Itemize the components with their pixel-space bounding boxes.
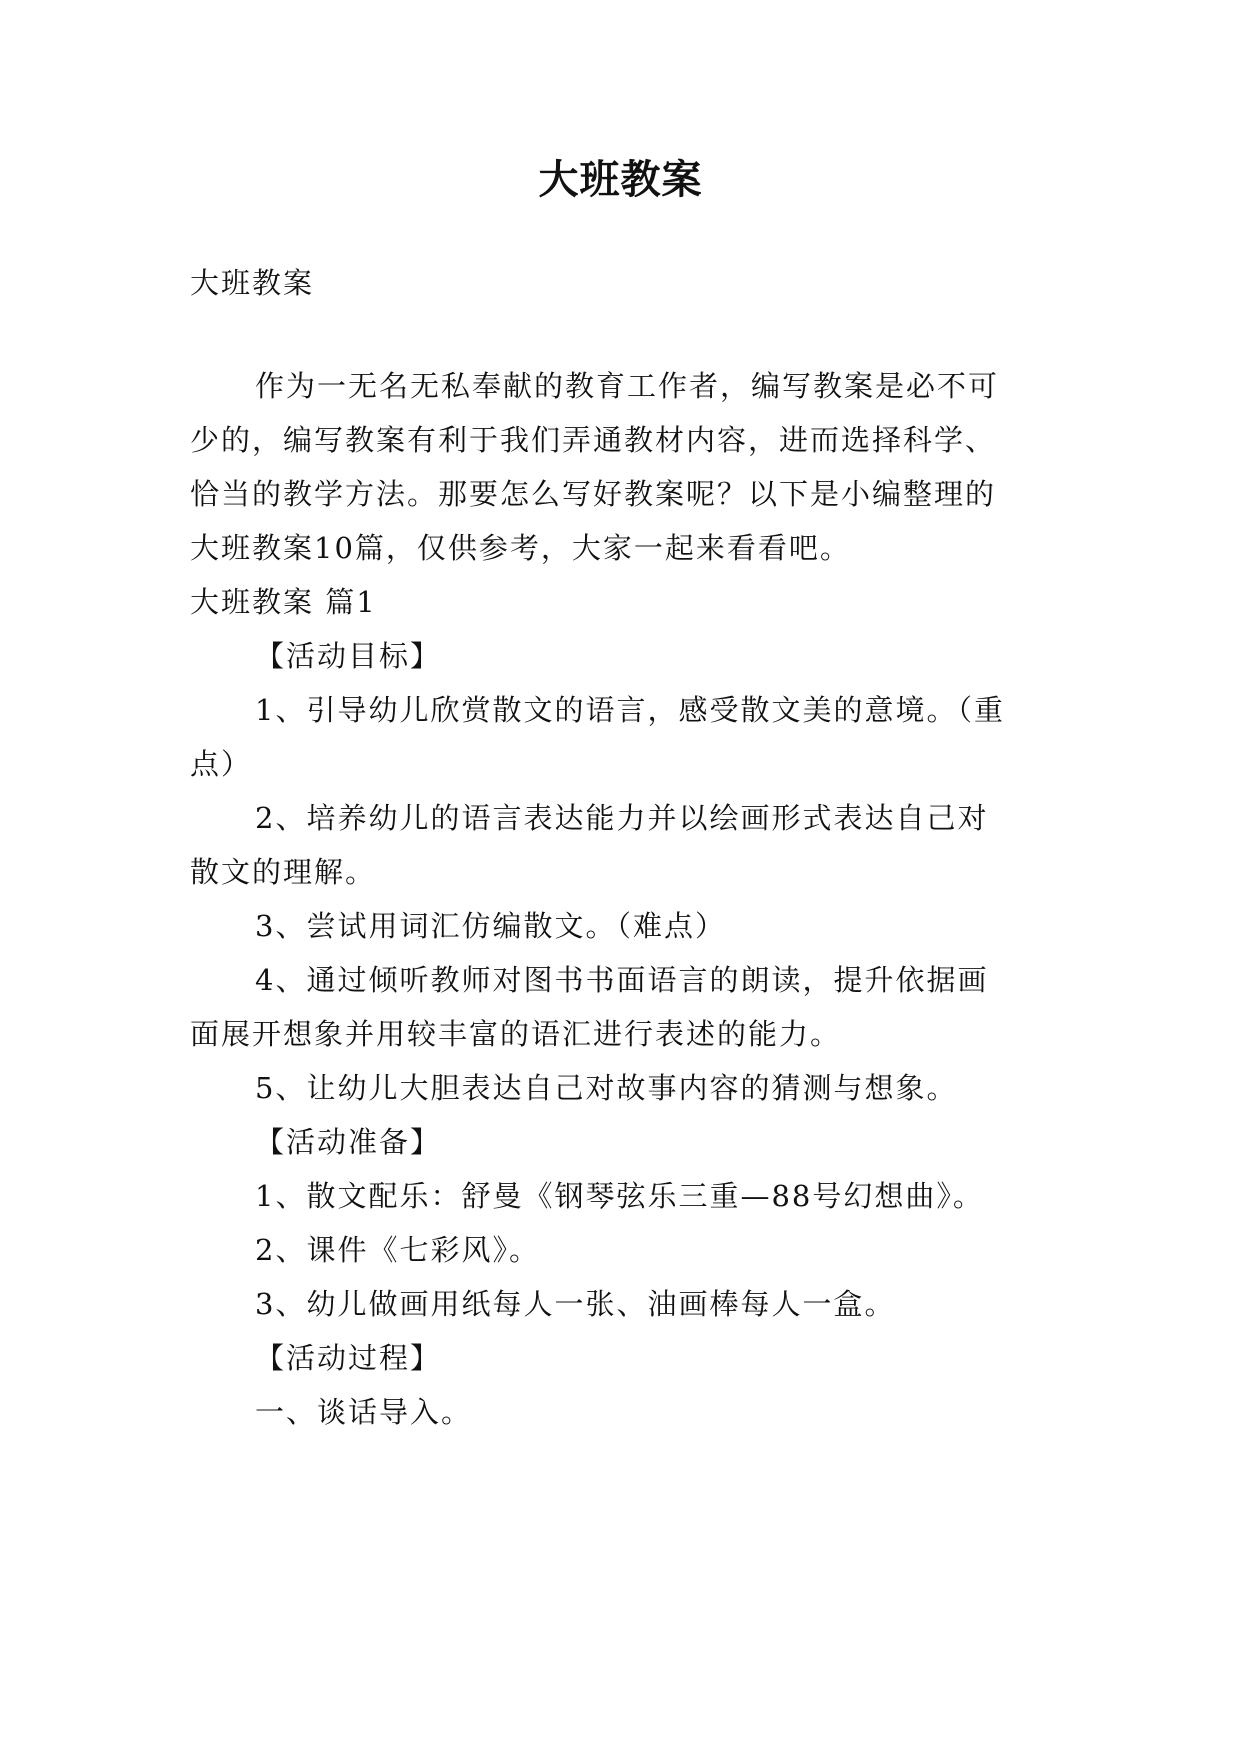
document-subtitle: 大班教案 xyxy=(190,266,315,300)
prep-heading: 【活动准备】 xyxy=(255,1125,442,1159)
goal-2-line-1: 2、培养幼儿的语言表达能力并以绘画形式表达自己对 xyxy=(255,801,989,835)
intro-line-3: 恰当的教学方法。那要怎么写好教案呢？以下是小编整理的 xyxy=(190,477,997,511)
process-step-1: 一、谈话导入。 xyxy=(255,1395,473,1429)
goal-1-line-2: 点） xyxy=(190,747,253,781)
goal-2-line-2: 散文的理解。 xyxy=(190,855,377,889)
goal-1-line-1: 1、引导幼儿欣赏散文的语言，感受散文美的意境。（重 xyxy=(255,693,1005,727)
prep-item-1: 1、散文配乐：舒曼《钢琴弦乐三重—88号幻想曲》。 xyxy=(255,1179,984,1213)
intro-line-1: 作为一无名无私奉献的教育工作者，编写教案是必不可 xyxy=(255,369,1000,403)
prep-item-3: 3、幼儿做画用纸每人一张、油画棒每人一盒。 xyxy=(255,1287,896,1321)
section-heading: 大班教案 篇1 xyxy=(190,585,377,619)
goals-heading: 【活动目标】 xyxy=(255,639,442,673)
prep-item-2: 2、课件《七彩风》。 xyxy=(255,1233,540,1267)
intro-line-2: 少的，编写教案有利于我们弄通教材内容，进而选择科学、 xyxy=(190,423,997,457)
goal-3: 3、尝试用词汇仿编散文。（难点） xyxy=(255,909,726,943)
goal-4-line-1: 4、通过倾听教师对图书书面语言的朗读，提升依据画 xyxy=(255,963,989,997)
goal-5: 5、让幼儿大胆表达自己对故事内容的猜测与想象。 xyxy=(255,1071,958,1105)
document-title: 大班教案 xyxy=(538,156,703,203)
intro-line-4: 大班教案10篇，仅供参考，大家一起来看看吧。 xyxy=(190,531,851,565)
process-heading: 【活动过程】 xyxy=(255,1341,442,1375)
goal-4-line-2: 面展开想象并用较丰富的语汇进行表述的能力。 xyxy=(190,1017,842,1051)
